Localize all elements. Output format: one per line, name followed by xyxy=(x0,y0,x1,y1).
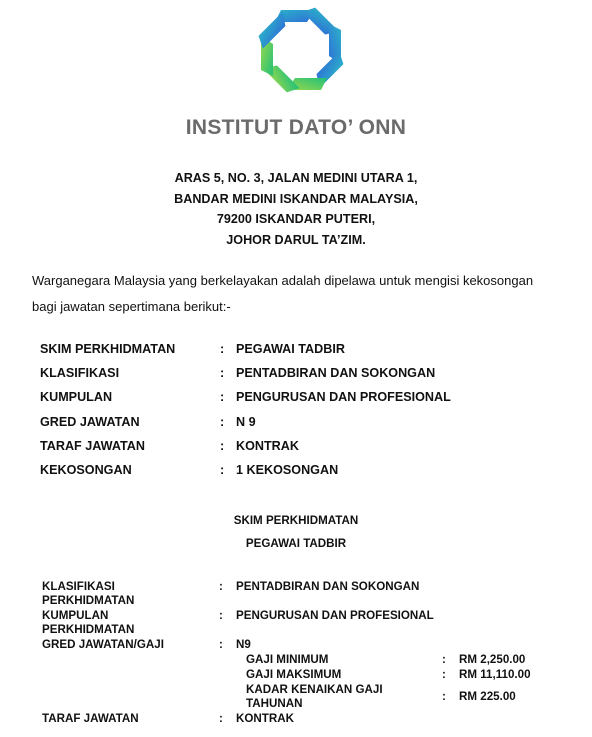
separator: : xyxy=(220,415,225,429)
summary-label: TARAF JAWATAN xyxy=(40,439,145,453)
summary-label: KEKOSONGAN xyxy=(40,463,132,477)
summary-value: PENGURUSAN DAN PROFESIONAL xyxy=(236,390,451,404)
separator: : xyxy=(442,653,446,666)
address-line: JOHOR DARUL TA’ZIM. xyxy=(226,232,366,247)
summary-value: KONTRAK xyxy=(236,439,299,453)
gaji-maksimum-label: GAJI MAKSIMUM xyxy=(246,668,342,681)
address-line: 79200 ISKANDAR PUTERI, xyxy=(216,212,376,226)
separator: : xyxy=(219,580,223,593)
institution-title: INSTITUT DATO’ ONN xyxy=(185,116,407,139)
gaji-minimum-value: RM 2,250.00 xyxy=(459,653,526,666)
intro-line: Warganegara Malaysia yang berkelayakan adalah dipelawa untuk mengisi kekosongan xyxy=(32,273,534,288)
summary-label: KLASIFIKASI xyxy=(40,366,120,380)
section-subheading: PEGAWAI TADBIR xyxy=(245,537,347,550)
address-line: BANDAR MEDINI ISKANDAR MALAYSIA, xyxy=(174,191,418,206)
summary-label: SKIM PERKHIDMATAN xyxy=(40,342,176,356)
kenaikan-gaji-value: RM 225.00 xyxy=(459,690,516,703)
separator: : xyxy=(220,439,225,453)
klasifikasi-label: KLASIFIKASI xyxy=(42,580,115,593)
separator: : xyxy=(219,609,223,622)
gaji-maksimum-value: RM 11,110.00 xyxy=(459,668,531,681)
taraf-value: KONTRAK xyxy=(236,712,294,725)
section-heading: SKIM PERKHIDMATAN xyxy=(233,514,359,527)
separator: : xyxy=(442,668,446,681)
summary-value: 1 KEKOSONGAN xyxy=(236,463,339,477)
intro-paragraph xyxy=(32,268,577,320)
separator: : xyxy=(220,390,225,404)
kumpulan-label: KUMPULAN xyxy=(42,609,109,622)
kenaikan-gaji-label: KADAR KENAIKAN GAJI xyxy=(246,683,383,696)
gaji-minimum-label: GAJI MINIMUM xyxy=(246,653,329,666)
intro-line: bagi jawatan sepertimana berikut:- xyxy=(32,299,231,314)
separator: : xyxy=(219,638,223,651)
summary-label: GRED JAWATAN xyxy=(40,415,140,429)
separator: : xyxy=(220,342,225,356)
klasifikasi-value: PENTADBIRAN DAN SOKONGAN xyxy=(236,580,420,593)
summary-value: PENTADBIRAN DAN SOKONGAN xyxy=(236,366,436,380)
gred-label: GRED JAWATAN/GAJI xyxy=(42,638,164,651)
pinwheel-logo-icon xyxy=(243,4,359,96)
separator: : xyxy=(220,463,225,477)
kumpulan-label-cont: PERKHIDMATAN xyxy=(42,623,135,636)
kumpulan-value: PENGURUSAN DAN PROFESIONAL xyxy=(236,609,434,622)
address-block xyxy=(0,168,592,250)
summary-value: PEGAWAI TADBIR xyxy=(236,342,345,356)
klasifikasi-label-cont: PERKHIDMATAN xyxy=(42,594,135,607)
gred-value: N9 xyxy=(236,638,251,651)
separator: : xyxy=(442,690,446,703)
kenaikan-gaji-label-cont: TAHUNAN xyxy=(246,697,303,710)
address-line: ARAS 5, NO. 3, JALAN MEDINI UTARA 1, xyxy=(174,171,418,185)
summary-label: KUMPULAN xyxy=(40,390,113,404)
taraf-label: TARAF JAWATAN xyxy=(42,712,139,725)
summary-value: N 9 xyxy=(236,415,256,429)
separator: : xyxy=(219,712,223,725)
separator: : xyxy=(220,366,225,380)
